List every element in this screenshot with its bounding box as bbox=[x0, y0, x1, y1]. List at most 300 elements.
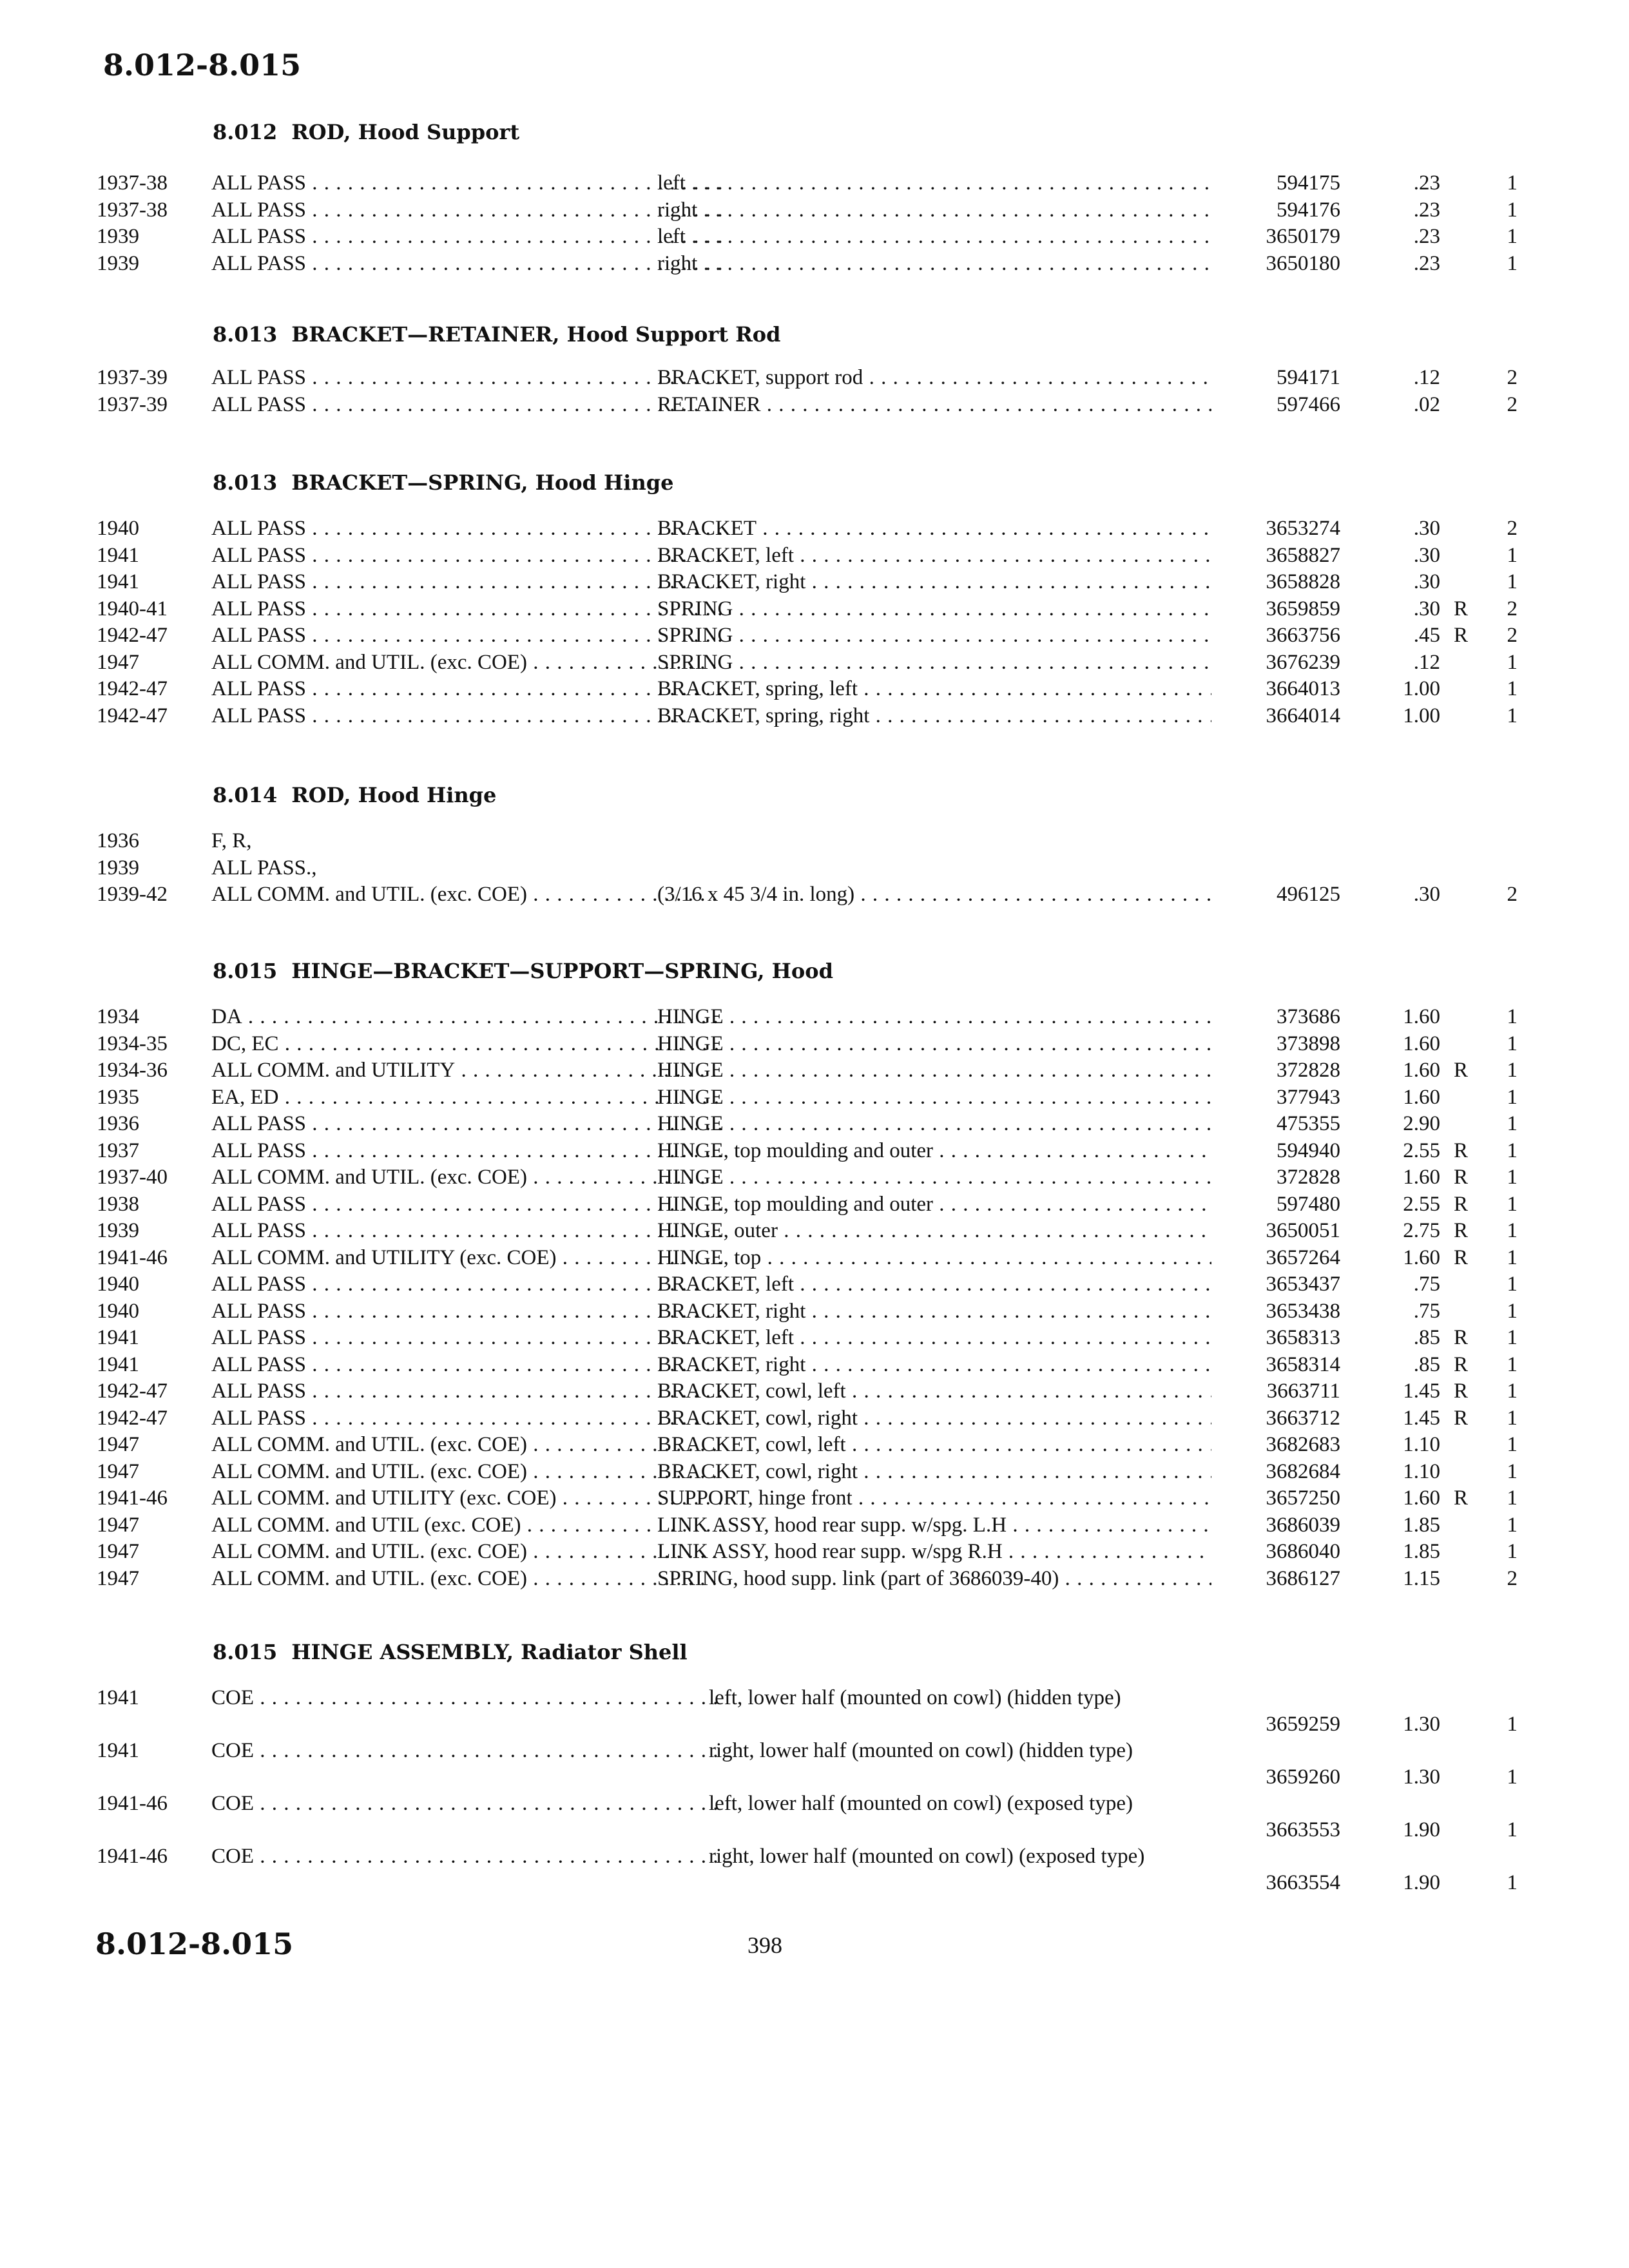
price-cell: .30 bbox=[1413, 883, 1440, 906]
year-cell: 1941 bbox=[97, 1352, 139, 1376]
price-cell: .30 bbox=[1413, 517, 1440, 540]
description-cell: SUPPORT, hinge front . . . bbox=[657, 1485, 1211, 1512]
model-cell: ALL COMM. and UTILITY (exc. COE) . . . bbox=[211, 1485, 722, 1512]
year-cell: 1941 bbox=[97, 1326, 139, 1349]
year-cell: 1941 bbox=[97, 570, 139, 593]
part-number-cell: 3653274 bbox=[1266, 517, 1340, 540]
quantity-cell: 1 bbox=[1507, 251, 1518, 275]
section-heading: ROD, Hood Hinge bbox=[291, 783, 497, 807]
year-cell: 1936 bbox=[97, 829, 139, 852]
table-row bbox=[97, 1111, 1518, 1138]
description-cell: BRACKET, cowl, left . . . bbox=[657, 1378, 1211, 1405]
price-cell: .12 bbox=[1413, 650, 1440, 674]
price-cell: .85 bbox=[1413, 1326, 1440, 1349]
table-row bbox=[97, 1459, 1518, 1486]
table-row bbox=[97, 1191, 1518, 1218]
description-cell: LINK ASSY, hood rear supp. w/spg R.H . . . bbox=[657, 1539, 1211, 1566]
quantity-cell: 1 bbox=[1507, 1326, 1518, 1349]
quantity-cell: 1 bbox=[1507, 543, 1518, 567]
parts-table bbox=[97, 1685, 1518, 1896]
table-row bbox=[97, 224, 1518, 251]
model-cell: COE . . . bbox=[211, 1738, 722, 1765]
part-number-cell: 594171 bbox=[1277, 366, 1340, 389]
flag-cell: R bbox=[1453, 1245, 1468, 1269]
description-cell: HINGE . . . bbox=[657, 1164, 1211, 1191]
price-cell: 1.10 bbox=[1403, 1459, 1440, 1483]
year-cell: 1947 bbox=[97, 1459, 139, 1483]
price-cell: 2.75 bbox=[1403, 1219, 1440, 1242]
table-row bbox=[97, 1084, 1518, 1111]
flag-cell: R bbox=[1453, 1379, 1468, 1403]
model-cell: ALL PASS . . . bbox=[211, 251, 722, 278]
quantity-cell: 1 bbox=[1507, 1379, 1518, 1403]
table-row bbox=[97, 1352, 1518, 1379]
quantity-cell: 1 bbox=[1507, 1513, 1518, 1537]
quantity-cell: 1 bbox=[1507, 1406, 1518, 1430]
part-number-cell: 3653438 bbox=[1266, 1299, 1340, 1323]
year-cell: 1939 bbox=[97, 225, 139, 248]
quantity-cell: 1 bbox=[1507, 704, 1518, 727]
quantity-cell: 2 bbox=[1507, 392, 1518, 416]
model-cell: ALL PASS . . . bbox=[211, 1218, 722, 1245]
table-row bbox=[97, 1218, 1518, 1245]
year-cell: 1940 bbox=[97, 517, 139, 540]
section-number: 8.013 bbox=[213, 322, 278, 347]
year-cell: 1941-46 bbox=[97, 1245, 168, 1269]
part-number-cell: 496125 bbox=[1277, 883, 1340, 906]
description-cell: right . . . bbox=[657, 197, 1211, 224]
model-cell: F, R, bbox=[211, 829, 252, 852]
part-number-cell: 3663756 bbox=[1266, 624, 1340, 647]
model-cell: ALL PASS . . . bbox=[211, 224, 722, 251]
part-number-cell: 3657250 bbox=[1266, 1486, 1340, 1510]
section-title bbox=[213, 783, 496, 807]
year-cell: 1947 bbox=[97, 1540, 139, 1563]
quantity-cell: 1 bbox=[1507, 1459, 1518, 1483]
model-cell: ALL PASS . . . bbox=[211, 170, 722, 197]
flag-cell: R bbox=[1453, 1166, 1468, 1189]
description-cell: LINK ASSY, hood rear supp. w/spg. L.H . . . bbox=[657, 1512, 1211, 1539]
table-row bbox=[97, 881, 1518, 908]
model-cell: ALL COMM. and UTIL. (exc. COE) . . . bbox=[211, 881, 722, 908]
parts-table bbox=[97, 1004, 1518, 1592]
quantity-cell: 1 bbox=[1507, 1765, 1518, 1789]
part-number-cell: 594176 bbox=[1277, 198, 1340, 222]
year-cell: 1940-41 bbox=[97, 597, 168, 620]
table-row bbox=[97, 1057, 1518, 1084]
parts-table bbox=[97, 365, 1518, 418]
table-row bbox=[97, 1405, 1518, 1432]
description-cell: left, lower half (mounted on cowl) (hidden type) bbox=[709, 1686, 1121, 1709]
flag-cell: R bbox=[1453, 624, 1468, 647]
price-cell: .02 bbox=[1413, 392, 1440, 416]
part-number-cell: 3657264 bbox=[1266, 1245, 1340, 1269]
part-number-cell: 3663712 bbox=[1266, 1406, 1340, 1430]
table-row bbox=[97, 1164, 1518, 1191]
price-cell: 1.85 bbox=[1403, 1540, 1440, 1563]
description-cell: HINGE, top moulding and outer . . . bbox=[657, 1138, 1211, 1165]
quantity-cell: 1 bbox=[1507, 1192, 1518, 1216]
description-cell: SPRING . . . bbox=[657, 596, 1211, 623]
section-number: 8.015 bbox=[213, 959, 278, 983]
quantity-cell: 1 bbox=[1507, 1245, 1518, 1269]
section-heading: HINGE—BRACKET—SUPPORT—SPRING, Hood bbox=[291, 959, 833, 983]
quantity-cell: 1 bbox=[1507, 198, 1518, 222]
part-number-cell: 597466 bbox=[1277, 392, 1340, 416]
flag-cell: R bbox=[1453, 1192, 1468, 1216]
year-cell: 1941 bbox=[97, 1739, 139, 1762]
model-cell: ALL COMM. and UTIL. (exc. COE) . . . bbox=[211, 1539, 722, 1566]
table-row bbox=[97, 251, 1518, 278]
table-row bbox=[97, 170, 1518, 197]
table-row bbox=[97, 1432, 1518, 1459]
description-cell: HINGE . . . bbox=[657, 1004, 1211, 1031]
model-cell: ALL COMM. and UTIL. (exc. COE) . . . bbox=[211, 649, 722, 677]
quantity-cell: 1 bbox=[1507, 1139, 1518, 1162]
year-cell: 1934 bbox=[97, 1005, 139, 1028]
section-title bbox=[213, 120, 519, 144]
parts-table bbox=[97, 515, 1518, 729]
description-cell: BRACKET, right . . . bbox=[657, 1352, 1211, 1379]
model-cell: ALL PASS . . . bbox=[211, 1325, 722, 1352]
section-heading: HINGE ASSEMBLY, Radiator Shell bbox=[291, 1640, 688, 1664]
quantity-cell: 1 bbox=[1507, 1112, 1518, 1135]
price-cell: 1.00 bbox=[1403, 704, 1440, 727]
description-cell: BRACKET, cowl, right . . . bbox=[657, 1405, 1211, 1432]
price-cell: .23 bbox=[1413, 171, 1440, 195]
table-row bbox=[97, 1004, 1518, 1031]
table-row bbox=[97, 1485, 1518, 1512]
page-number: 398 bbox=[747, 1932, 782, 1958]
part-number-cell: 3653437 bbox=[1266, 1273, 1340, 1296]
year-cell: 1937-39 bbox=[97, 366, 168, 389]
flag-cell: R bbox=[1453, 1219, 1468, 1242]
year-cell: 1937 bbox=[97, 1139, 139, 1162]
part-number-cell: 3659259 bbox=[1266, 1713, 1340, 1736]
model-cell: COE . . . bbox=[211, 1791, 722, 1818]
description-cell: HINGE . . . bbox=[657, 1084, 1211, 1111]
year-cell: 1939 bbox=[97, 856, 139, 879]
year-cell: 1941-46 bbox=[97, 1486, 168, 1510]
part-number-cell: 594940 bbox=[1277, 1139, 1340, 1162]
part-number-cell: 3663553 bbox=[1266, 1818, 1340, 1841]
description-cell: HINGE . . . bbox=[657, 1031, 1211, 1058]
part-number-cell: 3658827 bbox=[1266, 543, 1340, 567]
year-cell: 1938 bbox=[97, 1192, 139, 1216]
table-row bbox=[97, 1539, 1518, 1566]
description-cell: BRACKET . . . bbox=[657, 515, 1211, 543]
price-cell: .75 bbox=[1413, 1273, 1440, 1296]
price-cell: 1.60 bbox=[1403, 1032, 1440, 1055]
description-cell: HINGE . . . bbox=[657, 1057, 1211, 1084]
table-row bbox=[97, 1791, 1518, 1843]
part-number-cell: 377943 bbox=[1277, 1085, 1340, 1109]
table-row bbox=[97, 676, 1518, 703]
part-number-cell: 3664014 bbox=[1266, 704, 1340, 727]
year-cell: 1939 bbox=[97, 251, 139, 275]
part-number-cell: 3658314 bbox=[1266, 1352, 1340, 1376]
quantity-cell: 2 bbox=[1507, 1566, 1518, 1590]
quantity-cell: 1 bbox=[1507, 1871, 1518, 1894]
description-cell: BRACKET, spring, left . . . bbox=[657, 676, 1211, 703]
description-cell: right, lower half (mounted on cowl) (hidden type) bbox=[709, 1739, 1133, 1762]
price-cell: 1.30 bbox=[1403, 1765, 1440, 1789]
description-cell: BRACKET, cowl, right . . . bbox=[657, 1459, 1211, 1486]
price-cell: 1.00 bbox=[1403, 677, 1440, 700]
part-number-cell: 3650180 bbox=[1266, 251, 1340, 275]
part-number-cell: 3682684 bbox=[1266, 1459, 1340, 1483]
part-number-cell: 373898 bbox=[1277, 1032, 1340, 1055]
year-cell: 1940 bbox=[97, 1299, 139, 1323]
table-row bbox=[97, 622, 1518, 649]
price-cell: 1.15 bbox=[1403, 1566, 1440, 1590]
table-row bbox=[97, 828, 1424, 855]
quantity-cell: 1 bbox=[1507, 1713, 1518, 1736]
part-number-cell: 3686039 bbox=[1266, 1513, 1340, 1537]
section-title bbox=[213, 470, 673, 495]
model-cell: ALL COMM. and UTILITY . . . bbox=[211, 1057, 722, 1084]
description-cell: left . . . bbox=[657, 170, 1211, 197]
table-row bbox=[97, 1738, 1518, 1791]
model-cell: ALL PASS . . . bbox=[211, 569, 722, 596]
model-cell: ALL PASS . . . bbox=[211, 1352, 722, 1379]
parts-table bbox=[97, 170, 1518, 277]
year-cell: 1947 bbox=[97, 650, 139, 674]
model-cell: COE . . . bbox=[211, 1685, 722, 1712]
quantity-cell: 1 bbox=[1507, 1352, 1518, 1376]
price-cell: 1.60 bbox=[1403, 1059, 1440, 1082]
year-cell: 1941 bbox=[97, 1686, 139, 1709]
part-number-cell: 597480 bbox=[1277, 1192, 1340, 1216]
description-cell: SPRING . . . bbox=[657, 649, 1211, 677]
quantity-cell: 1 bbox=[1507, 1085, 1518, 1109]
model-cell: DA . . . bbox=[211, 1004, 722, 1031]
price-cell: 2.55 bbox=[1403, 1192, 1440, 1216]
model-cell: ALL COMM. and UTIL. (exc. COE) . . . bbox=[211, 1566, 722, 1593]
price-cell: 1.90 bbox=[1403, 1818, 1440, 1841]
table-row bbox=[97, 1245, 1518, 1272]
quantity-cell: 2 bbox=[1507, 366, 1518, 389]
part-number-cell: 3676239 bbox=[1266, 650, 1340, 674]
model-cell: ALL PASS . . . bbox=[211, 1138, 722, 1165]
price-cell: .23 bbox=[1413, 225, 1440, 248]
description-cell: BRACKET, left . . . bbox=[657, 1271, 1211, 1298]
model-cell: COE . . . bbox=[211, 1843, 722, 1870]
year-cell: 1940 bbox=[97, 1273, 139, 1296]
flag-cell: R bbox=[1453, 1326, 1468, 1349]
model-cell: EA, ED . . . bbox=[211, 1084, 722, 1111]
quantity-cell: 2 bbox=[1507, 624, 1518, 647]
section-title bbox=[213, 959, 833, 983]
year-cell: 1947 bbox=[97, 1566, 139, 1590]
table-row bbox=[97, 1512, 1518, 1539]
model-cell: DC, EC . . . bbox=[211, 1031, 722, 1058]
description-cell: left . . . bbox=[657, 224, 1211, 251]
table-row bbox=[97, 569, 1518, 596]
quantity-cell: 1 bbox=[1507, 1219, 1518, 1242]
part-number-cell: 373686 bbox=[1277, 1005, 1340, 1028]
table-row bbox=[97, 1843, 1518, 1896]
description-cell: HINGE, top . . . bbox=[657, 1245, 1211, 1272]
quantity-cell: 1 bbox=[1507, 1818, 1518, 1841]
quantity-cell: 1 bbox=[1507, 225, 1518, 248]
price-cell: 1.45 bbox=[1403, 1379, 1440, 1403]
quantity-cell: 1 bbox=[1507, 1166, 1518, 1189]
year-cell: 1934-35 bbox=[97, 1032, 168, 1055]
description-cell: BRACKET, cowl, left . . . bbox=[657, 1432, 1211, 1459]
section-title bbox=[213, 1640, 688, 1664]
price-cell: 1.30 bbox=[1403, 1713, 1440, 1736]
year-cell: 1934-36 bbox=[97, 1059, 168, 1082]
section-number: 8.014 bbox=[213, 783, 278, 807]
flag-cell: R bbox=[1453, 1059, 1468, 1082]
price-cell: 1.60 bbox=[1403, 1005, 1440, 1028]
price-cell: .85 bbox=[1413, 1352, 1440, 1376]
part-number-cell: 3658313 bbox=[1266, 1326, 1340, 1349]
section-number: 8.015 bbox=[213, 1640, 278, 1664]
part-number-cell: 3659260 bbox=[1266, 1765, 1340, 1789]
price-cell: 1.45 bbox=[1403, 1406, 1440, 1430]
part-number-cell: 3664013 bbox=[1266, 677, 1340, 700]
price-cell: .23 bbox=[1413, 198, 1440, 222]
quantity-cell: 1 bbox=[1507, 171, 1518, 195]
part-number-cell: 3658828 bbox=[1266, 570, 1340, 593]
model-cell: ALL PASS . . . bbox=[211, 596, 722, 623]
description-cell: BRACKET, spring, right . . . bbox=[657, 703, 1211, 730]
price-cell: .30 bbox=[1413, 597, 1440, 620]
table-row bbox=[97, 1031, 1518, 1058]
section-heading: ROD, Hood Support bbox=[291, 120, 520, 144]
model-cell: ALL PASS . . . bbox=[211, 622, 722, 649]
price-cell: 1.90 bbox=[1403, 1871, 1440, 1894]
part-number-cell: 3650051 bbox=[1266, 1219, 1340, 1242]
model-cell: ALL PASS . . . bbox=[211, 1378, 722, 1405]
description-cell: left, lower half (mounted on cowl) (exposed type) bbox=[709, 1792, 1133, 1815]
table-row bbox=[97, 855, 1424, 882]
year-cell: 1935 bbox=[97, 1085, 139, 1109]
description-cell: right . . . bbox=[657, 251, 1211, 278]
part-number-cell: 3659859 bbox=[1266, 597, 1340, 620]
price-cell: .30 bbox=[1413, 570, 1440, 593]
table-row bbox=[97, 1298, 1518, 1325]
model-cell: ALL COMM. and UTIL. (exc. COE) . . . bbox=[211, 1164, 722, 1191]
description-cell: BRACKET, left . . . bbox=[657, 543, 1211, 570]
table-row bbox=[97, 703, 1518, 730]
quantity-cell: 1 bbox=[1507, 1433, 1518, 1456]
table-row bbox=[97, 1566, 1518, 1593]
year-cell: 1939 bbox=[97, 1219, 139, 1242]
flag-cell: R bbox=[1453, 1406, 1468, 1430]
description-cell: HINGE, top moulding and outer . . . bbox=[657, 1191, 1211, 1218]
quantity-cell: 1 bbox=[1507, 1486, 1518, 1510]
model-cell: ALL COMM. and UTIL (exc. COE) . . . bbox=[211, 1512, 722, 1539]
section-title bbox=[213, 322, 781, 347]
year-cell: 1947 bbox=[97, 1433, 139, 1456]
flag-cell: R bbox=[1453, 1486, 1468, 1510]
table-row bbox=[97, 1138, 1518, 1165]
price-cell: 2.90 bbox=[1403, 1112, 1440, 1135]
price-cell: .23 bbox=[1413, 251, 1440, 275]
table-row bbox=[97, 596, 1518, 623]
price-cell: 1.60 bbox=[1403, 1085, 1440, 1109]
quantity-cell: 2 bbox=[1507, 883, 1518, 906]
model-cell: ALL PASS . . . bbox=[211, 392, 722, 419]
description-cell: SPRING, hood supp. link (part of 3686039-40) . . . bbox=[657, 1566, 1211, 1593]
part-number-cell: 3682683 bbox=[1266, 1433, 1340, 1456]
year-cell: 1942-47 bbox=[97, 704, 168, 727]
year-cell: 1942-47 bbox=[97, 677, 168, 700]
price-cell: 1.10 bbox=[1403, 1433, 1440, 1456]
description-cell: right, lower half (mounted on cowl) (exposed type) bbox=[709, 1845, 1145, 1868]
parts-table bbox=[97, 828, 1518, 908]
quantity-cell: 1 bbox=[1507, 1059, 1518, 1082]
year-cell: 1936 bbox=[97, 1112, 139, 1135]
page-footer: 8.012-8.015 bbox=[95, 1927, 294, 1961]
price-cell: 2.55 bbox=[1403, 1139, 1440, 1162]
description-cell: BRACKET, left . . . bbox=[657, 1325, 1211, 1352]
model-cell: ALL PASS . . . bbox=[211, 1271, 722, 1298]
part-number-cell: 594175 bbox=[1277, 171, 1340, 195]
model-cell: ALL PASS . . . bbox=[211, 1111, 722, 1138]
quantity-cell: 2 bbox=[1507, 517, 1518, 540]
year-cell: 1941-46 bbox=[97, 1792, 168, 1815]
price-cell: 1.60 bbox=[1403, 1245, 1440, 1269]
quantity-cell: 1 bbox=[1507, 650, 1518, 674]
table-row bbox=[97, 515, 1518, 543]
description-cell: (3/16 x 45 3/4 in. long) . . . bbox=[657, 881, 1211, 908]
quantity-cell: 1 bbox=[1507, 1299, 1518, 1323]
part-number-cell: 372828 bbox=[1277, 1166, 1340, 1189]
model-cell: ALL PASS . . . bbox=[211, 1191, 722, 1218]
model-cell: ALL PASS . . . bbox=[211, 676, 722, 703]
table-row bbox=[97, 365, 1518, 392]
quantity-cell: 2 bbox=[1507, 597, 1518, 620]
model-cell: ALL PASS . . . bbox=[211, 1298, 722, 1325]
quantity-cell: 1 bbox=[1507, 1005, 1518, 1028]
description-cell: SPRING . . . bbox=[657, 622, 1211, 649]
section-heading: BRACKET—RETAINER, Hood Support Rod bbox=[291, 322, 781, 347]
year-cell: 1941-46 bbox=[97, 1845, 168, 1868]
price-cell: .75 bbox=[1413, 1299, 1440, 1323]
price-cell: .45 bbox=[1413, 624, 1440, 647]
year-cell: 1937-38 bbox=[97, 198, 168, 222]
quantity-cell: 1 bbox=[1507, 1032, 1518, 1055]
year-cell: 1942-47 bbox=[97, 624, 168, 647]
part-number-cell: 475355 bbox=[1277, 1112, 1340, 1135]
year-cell: 1937-39 bbox=[97, 392, 168, 416]
year-cell: 1942-47 bbox=[97, 1406, 168, 1430]
description-cell: HINGE, outer . . . bbox=[657, 1218, 1211, 1245]
section-heading: BRACKET—SPRING, Hood Hinge bbox=[291, 470, 674, 495]
price-cell: 1.60 bbox=[1403, 1166, 1440, 1189]
part-number-cell: 3686127 bbox=[1266, 1566, 1340, 1590]
description-cell: HINGE . . . bbox=[657, 1111, 1211, 1138]
flag-cell: R bbox=[1453, 1352, 1468, 1376]
model-cell: ALL PASS . . . bbox=[211, 703, 722, 730]
model-cell: ALL COMM. and UTIL. (exc. COE) . . . bbox=[211, 1459, 722, 1486]
quantity-cell: 1 bbox=[1507, 1273, 1518, 1296]
section-number: 8.013 bbox=[213, 470, 278, 495]
table-row bbox=[97, 392, 1518, 419]
table-row bbox=[97, 197, 1518, 224]
year-cell: 1947 bbox=[97, 1513, 139, 1537]
description-cell: RETAINER . . . bbox=[657, 392, 1211, 419]
model-cell: ALL COMM. and UTIL. (exc. COE) . . . bbox=[211, 1432, 722, 1459]
model-cell: ALL PASS., bbox=[211, 856, 317, 879]
part-number-cell: 372828 bbox=[1277, 1059, 1340, 1082]
price-cell: 1.85 bbox=[1403, 1513, 1440, 1537]
description-cell: BRACKET, right . . . bbox=[657, 569, 1211, 596]
